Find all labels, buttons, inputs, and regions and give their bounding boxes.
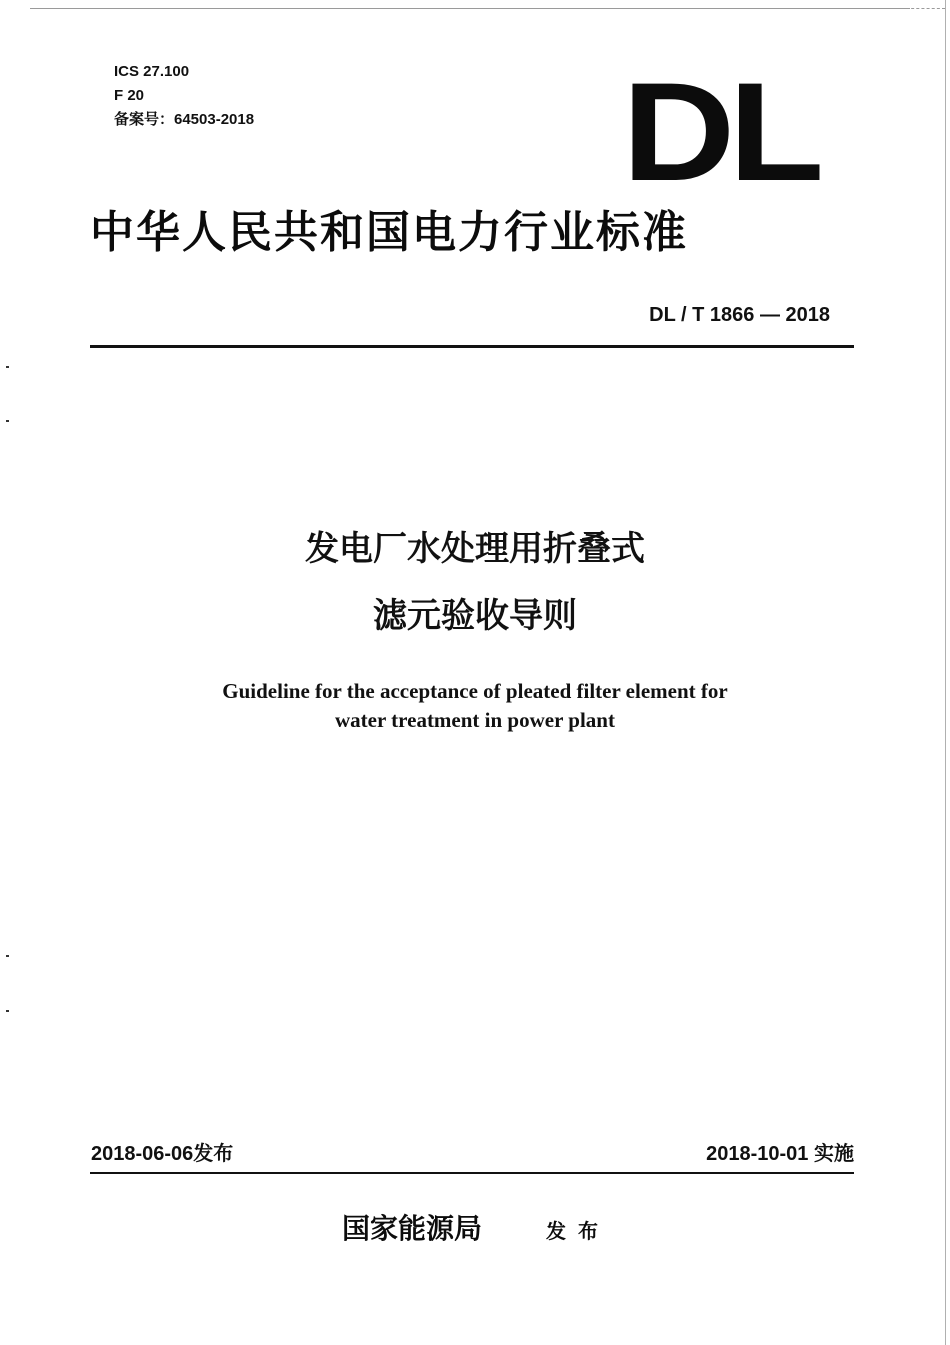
chinese-title-line-1: 发电厂水处理用折叠式 <box>305 529 645 569</box>
header-divider <box>90 345 854 348</box>
scan-edge-right <box>945 0 946 1345</box>
classification-block <box>114 60 254 132</box>
dl-logo: DL <box>622 53 818 210</box>
scan-speck <box>6 955 9 957</box>
scan-edge-top <box>30 8 910 9</box>
category-code: F 20 <box>114 87 145 104</box>
scan-speck <box>6 420 9 422</box>
scan-speck <box>6 366 9 368</box>
standard-number: DL / T 1866 — 2018 <box>649 304 830 326</box>
english-title-line-1: Guideline for the acceptance of pleated filter element for <box>222 679 728 703</box>
scan-speck <box>6 1010 9 1012</box>
standard-type-title: 中华人民共和国电力行业标准 <box>90 207 688 258</box>
issue-date: 2018-06-06发布 <box>91 1143 234 1165</box>
footer-divider <box>90 1172 854 1174</box>
english-title-line-2: water treatment in power plant <box>335 708 615 732</box>
publisher-name: 国家能源局 <box>342 1212 483 1245</box>
publish-label: 发布 <box>546 1219 610 1243</box>
scan-edge-top-right <box>870 8 945 10</box>
chinese-title-line-2: 滤元验收导则 <box>373 596 577 636</box>
ics-code: ICS 27.100 <box>114 63 190 80</box>
effective-date: 2018-10-01 实施 <box>706 1143 854 1165</box>
record-number: 备案号：64503-2018 <box>114 111 255 128</box>
